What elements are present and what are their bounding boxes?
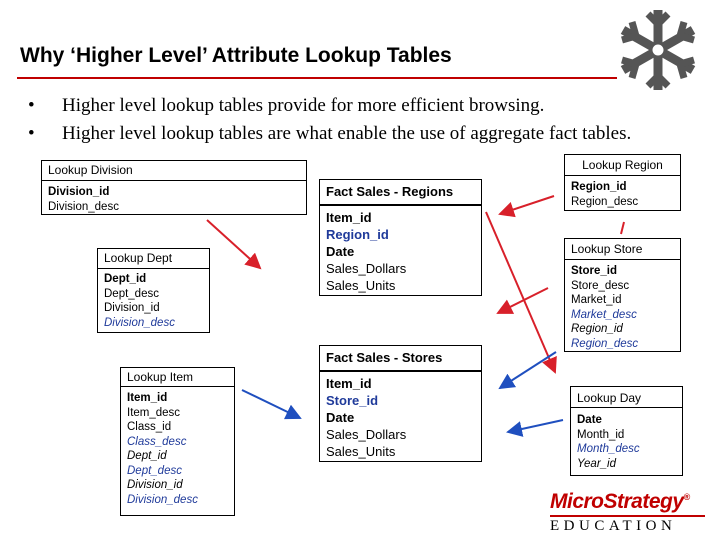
- attr-division-id: Division_id: [48, 186, 110, 198]
- attr-item-desc: Item_desc: [127, 406, 181, 419]
- attr-region-id: Region_id: [571, 181, 627, 193]
- attr-class-desc: Class_desc: [127, 435, 187, 448]
- table-header: Fact Sales - Stores: [320, 346, 481, 372]
- snowflake-icon: [612, 4, 704, 96]
- attr-division-desc: Division_desc: [48, 200, 119, 213]
- bullet-text: Higher level lookup tables are what enable the use of aggregate fact tables.: [62, 123, 632, 144]
- attr-item-id: Item_id: [326, 376, 372, 391]
- table-header: Lookup Region: [565, 155, 680, 176]
- bullet-symbol: •: [28, 95, 35, 116]
- table-fact-sales-stores: [319, 345, 482, 462]
- table-header: Lookup Store: [565, 239, 680, 260]
- bullet-symbol: •: [28, 123, 35, 144]
- arrow-division-to-dept: [207, 220, 260, 268]
- attr-division-desc: Division_desc: [127, 493, 198, 506]
- attr-date: Date: [577, 414, 602, 426]
- attr-date: Date: [326, 410, 355, 425]
- attr-month-id: Month_id: [577, 428, 625, 441]
- attr-dept-desc: Dept_desc: [104, 287, 159, 300]
- attr-region-desc: Region_desc: [571, 195, 639, 208]
- table-lookup-dept: [97, 248, 210, 333]
- attr-division-desc: Division_desc: [104, 316, 175, 329]
- table-header: Lookup Day: [571, 387, 682, 408]
- arrow-day-to-fact-stores: [508, 420, 563, 432]
- table-header: Lookup Division: [42, 161, 306, 181]
- attr-sales-dollars: Sales_Dollars: [326, 427, 407, 442]
- arrow-region-to-fact-regions: [500, 196, 554, 214]
- table-lookup-division: [41, 160, 307, 215]
- attr-store-desc: Store_desc: [571, 279, 630, 292]
- attr-dept-id: Dept_id: [104, 273, 147, 285]
- microstrategy-logo: [550, 490, 705, 535]
- attr-sales-dollars: Sales_Dollars: [326, 261, 407, 276]
- attr-item-id: Item_id: [326, 210, 372, 225]
- arrow-item-to-fact-stores: [242, 390, 300, 418]
- arrow-dept-to-fact-stores: [212, 330, 266, 332]
- slide-title: Why ‘Higher Level’ Attribute Lookup Tables: [20, 44, 452, 67]
- table-fact-sales-regions: [319, 179, 482, 296]
- attr-dept-desc: Dept_desc: [127, 464, 182, 477]
- arrow-store-to-fact-regions: [498, 288, 548, 313]
- attr-division-id: Division_id: [127, 479, 183, 491]
- attr-month-desc: Month_desc: [577, 443, 640, 455]
- arrow-region-to-store: [621, 222, 624, 234]
- attr-region-id: Region_id: [326, 227, 389, 242]
- table-lookup-item: [120, 367, 235, 516]
- logo-brand: MicroStrategy®: [550, 490, 690, 513]
- attr-sales-units: Sales_Units: [326, 444, 396, 459]
- attr-sales-units: Sales_Units: [326, 278, 396, 293]
- attr-region-desc: Region_desc: [571, 337, 639, 350]
- attr-item-id: Item_id: [127, 392, 168, 404]
- attr-date: Date: [326, 244, 355, 259]
- attr-dept-id: Dept_id: [127, 450, 167, 462]
- attr-store-id: Store_id: [326, 393, 379, 408]
- attr-region-id: Region_id: [571, 323, 623, 335]
- table-lookup-region: [564, 154, 681, 211]
- attr-store-id: Store_id: [571, 265, 618, 277]
- table-header: Lookup Item: [121, 368, 234, 387]
- attr-year-id: Year_id: [577, 457, 617, 470]
- table-lookup-store: [564, 238, 681, 352]
- attr-market-desc: Market_desc: [571, 308, 637, 321]
- title-underline: [17, 77, 617, 79]
- logo-subtitle: EDUCATION: [550, 515, 705, 535]
- table-lookup-day: [570, 386, 683, 476]
- table-header: Fact Sales - Regions: [320, 180, 481, 206]
- table-header: Lookup Dept: [98, 249, 209, 269]
- attr-market-id: Market_id: [571, 294, 622, 306]
- bullet-text: Higher level lookup tables provide for more efficient browsing.: [62, 95, 545, 116]
- arrow-store-to-fact-stores: [500, 352, 556, 388]
- attr-division-id: Division_id: [104, 302, 160, 314]
- attr-class-id: Class_id: [127, 421, 172, 433]
- arrow-fact-regions-to-store: [486, 212, 555, 372]
